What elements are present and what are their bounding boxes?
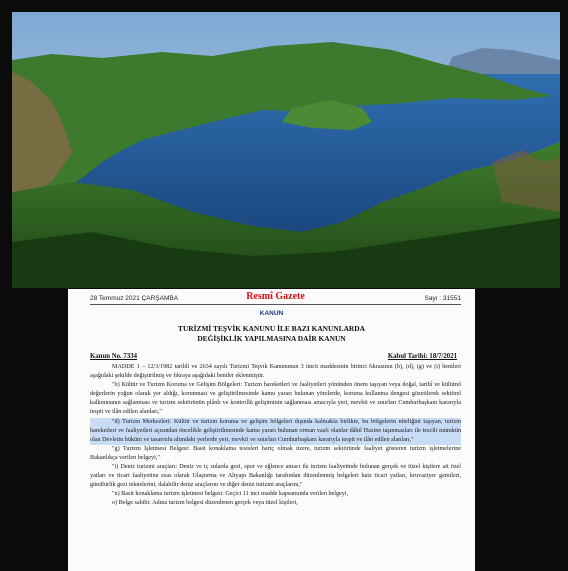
paragraph-i: "i) Deniz turizmi araçları: Deniz ve iç sularda gezi, spor ve eğlence amacı ile turizm faaliyetinde bulunan gerçek ve tüzel kişilere ait özel yatları ve ticari faaliyetine esas olarak Ulaştırma ve Altyapı Bakanlığı tarafından düzenlenmiş belgeleri haiz ticari yatları, kruvaziyer gemileri, günübirlik gezi teknelerini, dalabilir deniz araçlarını ve diğer deniz turizmi araçlarını," <box>90 464 461 489</box>
gazette-document <box>68 289 475 571</box>
law-body <box>90 363 461 509</box>
paragraph-b: "b) Kültür ve Turizm Koruma ve Gelişim Bölgeleri: Turizm hareketleri ve faaliyetleri yönünden önem taşıyan veya doğal, tarihî ve kültürel değerlerin yoğun olarak yer aldığı, korunması ve geliştirilmesinde kamu yararı bulunan yörelerde, koruma kullanma dengesi gözetilerek sektörel kalkınmanın sağlanması ve turizm sektörünün plânlı ve kontrollü gelişiminin sağlanması amacıyla yeri, mevkii ve sınırları Cumhurbaşkanı kararıyla tespit ve ilân edilen alanları," <box>90 382 461 416</box>
paragraph-d-highlighted: "d) Turizm Merkezleri: Kültür ve turizm koruma ve gelişim bölgeleri dışında kalmakla birlikte, bu bölgelerin niteliğini taşıyan, turizm hareketleri ve faaliyetleri açısından öncelikle geliştirilmesinde kamu yararı bulunan orman vasfı olanlar dâhil Hazine taşınmazları ile tescili mümkün olan Devletin hüküm ve tasarrufu altındaki yerlerde yeri, mevkii ve sınırları Cumhurbaşkanı kararıyla tespit ve ilân edilen alanları," <box>90 418 461 445</box>
issue-number: Sayı : 31551 <box>424 295 461 302</box>
paragraph-o: o) Belge sahibi: Adına turizm belgesi düzenlenen gerçek veya tüzel kişileri, <box>112 500 298 507</box>
gazette-name: Resmî Gazete <box>246 291 305 302</box>
landscape-photo <box>12 12 560 288</box>
law-title <box>68 324 475 343</box>
acceptance-date: Kabul Tarihi: 18/7/2021 <box>387 353 457 360</box>
issue-date: 28 Temmuz 2021 ÇARŞAMBA <box>90 295 179 302</box>
article-1-intro: MADDE 1 – 12/3/1982 tarihli ve 2634 sayılı Turizmi Teşvik Kanununun 3 üncü maddesinin birinci fıkrasının (b), (d), (g) ve (i) bentleri aşağıdaki şekilde değiştirilmiş ve fıkraya aşağıdaki bentler eklenmiştir. <box>90 364 461 380</box>
paragraph-n: "n) Basit konaklama turizm işletmesi belgesi: Geçici 11 inci madde kapsamında verilen belgeyi, <box>112 491 349 498</box>
law-title-line-1: TURİZMİ TEŞVİK KANUNU İLE BAZI KANUNLARDA <box>178 324 365 333</box>
header-divider <box>90 304 461 305</box>
paragraph-g: "g) Turizm İşletmesi Belgesi: Basit konaklama tesisleri hariç olmak üzere, turizm sektöründe faaliyet gösteren turizm işletmelerine Bakanlıkça verilen belgeyi," <box>90 445 461 461</box>
section-label: KANUN <box>259 310 284 317</box>
law-title-line-2: DEĞİŞİKLİK YAPILMASINA DAİR KANUN <box>197 333 346 343</box>
law-number: Kanun No. 7334 <box>90 353 138 360</box>
bay-landscape-image <box>12 12 560 288</box>
